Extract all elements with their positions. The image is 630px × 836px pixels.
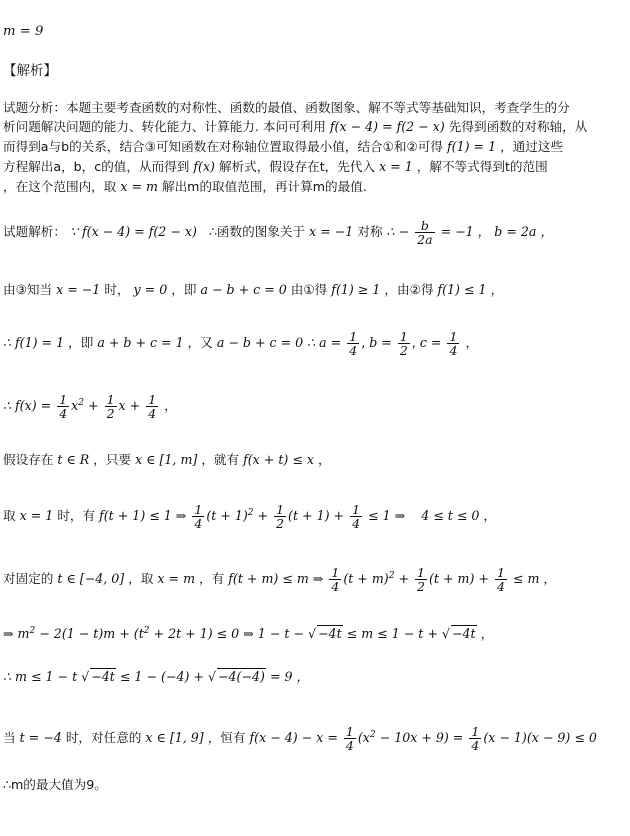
- math-expr: t = −4: [19, 730, 62, 746]
- math-expr: x = −1: [309, 224, 354, 240]
- math-expr: a − b + c = 0: [200, 282, 287, 297]
- fraction-denominator: 4: [449, 343, 458, 359]
- solution-text: 由①得: [290, 282, 328, 297]
- solution-line-4: [3, 393, 177, 420]
- fraction-one-half: [415, 566, 427, 593]
- math-expr: x ∈ [1, m]: [135, 452, 198, 467]
- exponent: 2: [369, 729, 376, 740]
- analysis-line-4: [3, 158, 548, 176]
- analysis-line-5: [3, 178, 367, 196]
- analysis-line-3: [3, 138, 563, 156]
- fraction-one-quarter: [469, 725, 481, 752]
- math-expr: ∴ f(x) =: [3, 398, 52, 414]
- fraction-numerator: 1: [148, 392, 157, 407]
- math-expr: = 9 ，: [269, 669, 310, 684]
- math-expr: + 2t + 1) ≤ 0 ⇒ 1 − t −: [153, 626, 304, 642]
- fraction-numerator: 1: [352, 502, 361, 517]
- fraction-one-quarter: [329, 566, 341, 593]
- fraction-numerator: 1: [194, 502, 203, 517]
- math-expr: ∵ f(x − 4) = f(2 − x): [69, 224, 197, 240]
- solution-line-3: ∴ f(1) = 1 ，即 a + b + c = 1 ，又 a − b + c = 0 ∴ a = $\frac{1}{4}$ , b = $\frac{1}{2}$ , c = $\frac{1}{4}$ ，: [3, 329, 479, 359]
- analysis-line-2: [3, 118, 587, 136]
- solution-text: 对称: [357, 224, 383, 240]
- analysis-text: 本题主要考查函数的对称性、函数的最值、函数图象、解不等式等基础知识，考查学生的分: [65, 100, 570, 115]
- solution-text: 假设存在: [3, 452, 54, 467]
- solution-text: ，: [490, 282, 504, 297]
- fraction-denominator: 4: [59, 406, 68, 422]
- math-expr: b = 2a ，: [494, 224, 554, 240]
- fraction-numerator: 1: [449, 329, 458, 344]
- fraction-denominator: 4: [331, 579, 340, 595]
- fraction-numerator: 1: [471, 724, 480, 739]
- analysis-text: ，通过这些: [500, 139, 564, 154]
- math-expr: 4 ≤ t ≤ 0: [421, 508, 480, 524]
- fraction-numerator: 1: [345, 724, 354, 739]
- solution-text: ，取: [128, 571, 154, 587]
- analysis-text: ，解不等式得到t的范围: [416, 159, 548, 174]
- fraction-one-quarter: [495, 566, 507, 593]
- math-expr: ≤ 1 ⇒: [368, 508, 406, 524]
- math-expr: x +: [118, 398, 141, 414]
- solution-label: 试题解析：: [3, 224, 66, 240]
- analysis-text: 解析式，假设存在t，先代入: [218, 159, 376, 174]
- math-expr: x = m: [157, 571, 196, 587]
- analysis-line-1: [3, 99, 570, 117]
- solution-text: 时，: [104, 282, 130, 297]
- analysis-text: 而得到a与b的关系，结合③可知函数在对称轴位置取得最小值，结合①和②可得: [3, 139, 443, 154]
- sqrt-sign: [442, 626, 450, 641]
- math-expr: t ∈ [−4, 0]: [57, 571, 125, 587]
- fraction-numerator: 1: [417, 565, 425, 580]
- solution-line-2: [3, 281, 503, 299]
- math-expr: ≤ m: [512, 571, 540, 587]
- math-expr: f(x + t) ≤ x: [243, 452, 314, 467]
- sqrt-radicand: −4t: [91, 669, 115, 684]
- fraction-b-over-2a: [415, 219, 434, 246]
- solution-text: ，只要: [93, 452, 132, 467]
- heading-text: 【解析】: [3, 63, 57, 79]
- solution-text: ，: [543, 571, 557, 587]
- fraction-denominator: 2: [106, 406, 115, 422]
- analysis-text: ，在这个范围内，取: [3, 179, 117, 194]
- solution-text: ∴m的最大值为9。: [3, 777, 107, 792]
- solution-text: 取: [3, 508, 16, 524]
- fraction-numerator: 1: [276, 502, 285, 517]
- math-expr: x = −1: [56, 282, 101, 297]
- solution-text: ，又: [187, 335, 213, 351]
- math-expr: x = 1: [19, 508, 54, 524]
- fraction-denominator: 2: [276, 516, 285, 532]
- math-expr: a + b + c = 1: [97, 335, 184, 351]
- math-expr: c =: [419, 335, 442, 351]
- analysis-label: 试题分析：: [3, 100, 66, 115]
- fraction-one-quarter: [347, 330, 359, 357]
- sqrt-radicand: −4t: [451, 626, 476, 642]
- solution-text: ，: [465, 335, 479, 351]
- solution-text: ，就有: [201, 452, 240, 467]
- math-expr: ∴ −: [386, 224, 410, 240]
- analysis-text: 解出m的取值范围，再计算m的最值.: [161, 179, 367, 194]
- sqrt-radicand: −4t: [318, 626, 342, 642]
- fraction-numerator: 1: [399, 329, 408, 344]
- math-expr: f(x − 4) = f(2 − x): [329, 119, 445, 134]
- fraction-numerator: b: [415, 219, 434, 233]
- math-expr: ≤ m ≤ 1 − t +: [346, 626, 438, 642]
- fraction-denominator: 4: [471, 738, 480, 754]
- solution-text: ，: [483, 508, 496, 524]
- math-expr: b =: [369, 335, 392, 351]
- math-expr: f(x): [193, 159, 215, 174]
- fraction-numerator: 1: [349, 329, 358, 344]
- math-expr: f(1) ≥ 1: [331, 282, 381, 297]
- solution-line-7: 对固定的 t ∈ [−4, 0] ，取 x = m ，有 f(t + m) ≤ m ⇒ $\frac{1}{4}$ $(t + m)^2$ + $\frac{1}{2}$ (t + m) + $\frac{1}{4}$ ≤ m ，: [3, 565, 557, 595]
- fraction-denominator: 4: [349, 343, 358, 359]
- exponent: 2: [388, 570, 395, 581]
- math-expr: f(1) = 1: [447, 139, 497, 154]
- analysis-text: 方程解出a，b，c的值，从而得到: [3, 159, 190, 174]
- fraction-one-half: [274, 503, 286, 530]
- fraction-denominator: 2: [417, 579, 425, 595]
- fraction-one-quarter: [350, 503, 362, 530]
- sqrt-sign: [308, 626, 316, 641]
- math-expr: y = 0: [133, 282, 168, 297]
- fraction-one-half: [398, 330, 410, 357]
- math-expr: ∴ f(1) = 1: [3, 335, 65, 351]
- solution-text: 当: [3, 730, 16, 746]
- solution-line-10: [3, 725, 597, 752]
- math-expr: (t + m): [343, 571, 389, 587]
- sqrt-radicand: −4(−4): [217, 669, 265, 684]
- math-expr: − 10x + 9) =: [379, 730, 464, 746]
- solution-text: ，恒有: [207, 730, 246, 746]
- solution-text: 由③知当: [3, 282, 53, 297]
- fraction-denominator: 4: [496, 579, 505, 595]
- solution-line-9: [3, 668, 309, 686]
- fraction-one-quarter: [57, 393, 69, 420]
- math-expr: (x − 1)(x − 9) ≤ 0: [483, 730, 597, 746]
- fraction-one-half: [105, 393, 117, 420]
- answer-line: [3, 23, 43, 41]
- fraction-one-quarter: [344, 725, 356, 752]
- math-expr: f(t + m) ≤ m ⇒: [228, 571, 324, 587]
- fraction-denominator: 4: [352, 516, 361, 532]
- solution-text: 对固定的: [3, 571, 54, 587]
- solution-line-1: [3, 219, 553, 246]
- math-expr: (x: [357, 730, 370, 746]
- sqrt-sign: [81, 669, 89, 684]
- fraction-denominator: 4: [148, 406, 157, 422]
- solution-text: ∴函数的图象关于: [208, 224, 306, 240]
- solution-text: ，即: [68, 335, 94, 351]
- solution-text: ，: [318, 452, 331, 467]
- exponent: 2: [78, 397, 84, 408]
- math-expr: ≤ 1 − (−4) +: [119, 669, 204, 684]
- math-expr: ∴ m ≤ 1 − t: [3, 669, 78, 684]
- math-expr: +: [88, 398, 99, 414]
- math-expr: f(1) ≤ 1: [437, 282, 487, 297]
- math-expr: f(x − 4) − x =: [249, 730, 338, 746]
- fraction-numerator: 1: [59, 392, 68, 407]
- math-expr: ⇒ m: [3, 626, 30, 642]
- math-expr: (t + 1) +: [288, 508, 345, 524]
- math-expr: = −1 ，: [440, 224, 491, 240]
- math-expr: (t + 1): [206, 508, 248, 524]
- solution-line-8: [3, 622, 493, 643]
- fraction-one-quarter: [146, 393, 158, 420]
- section-heading: [3, 62, 57, 80]
- math-expr: − 2(1 − t)m + (t: [39, 626, 144, 642]
- fraction-denominator: 4: [194, 516, 203, 532]
- sqrt-sign: [208, 669, 216, 684]
- analysis-text: 先得到函数的对称轴，从: [448, 119, 588, 134]
- solution-text: ，即: [171, 282, 197, 297]
- fraction-numerator: 1: [331, 565, 340, 580]
- math-expr: f(t + 1) ≤ 1 ⇒: [99, 508, 187, 524]
- solution-line-5: [3, 451, 331, 469]
- exponent: 2: [143, 626, 150, 636]
- fraction-denominator: 4: [345, 738, 354, 754]
- solution-line-6: 取 x = 1 时，有 f(t + 1) ≤ 1 ⇒ $\frac{1}{4}$ $(t + 1)^2$ + $\frac{1}{2}$ (t + 1) + $\frac{1}{4}$ ≤ 1 ⇒ 4 ≤ t ≤ 0 ，: [3, 502, 496, 532]
- fraction-one-quarter: [447, 330, 459, 357]
- answer-text: m = 9: [3, 24, 44, 39]
- math-expr: t ∈ R: [57, 452, 90, 467]
- math-expr: x = m: [120, 179, 158, 194]
- math-expr: x ∈ [1, 9]: [145, 730, 204, 746]
- solution-text: ，: [164, 398, 177, 414]
- solution-text: ，有: [199, 571, 225, 587]
- fraction-denominator: 2: [399, 343, 408, 359]
- math-expr: x = 1: [379, 159, 413, 174]
- solution-text: 时，对任意的: [65, 730, 142, 746]
- analysis-text: 析问题解决问题的能力、转化能力、计算能力. 本问可利用: [3, 119, 326, 134]
- exponent: 2: [247, 507, 254, 518]
- solution-text: 时，有: [57, 508, 96, 524]
- fraction-numerator: 1: [496, 565, 505, 580]
- math-expr: a − b + c = 0 ∴ a =: [216, 335, 342, 351]
- solution-text: ，由②得: [384, 282, 434, 297]
- math-expr: (t + m) +: [428, 571, 489, 587]
- solution-conclusion: [3, 776, 107, 794]
- math-expr: x: [71, 398, 79, 414]
- fraction-one-quarter: [192, 503, 204, 530]
- solution-text: ，: [480, 626, 494, 642]
- exponent: 2: [29, 626, 36, 636]
- fraction-numerator: 1: [106, 392, 115, 407]
- fraction-denominator: 2a: [417, 232, 433, 248]
